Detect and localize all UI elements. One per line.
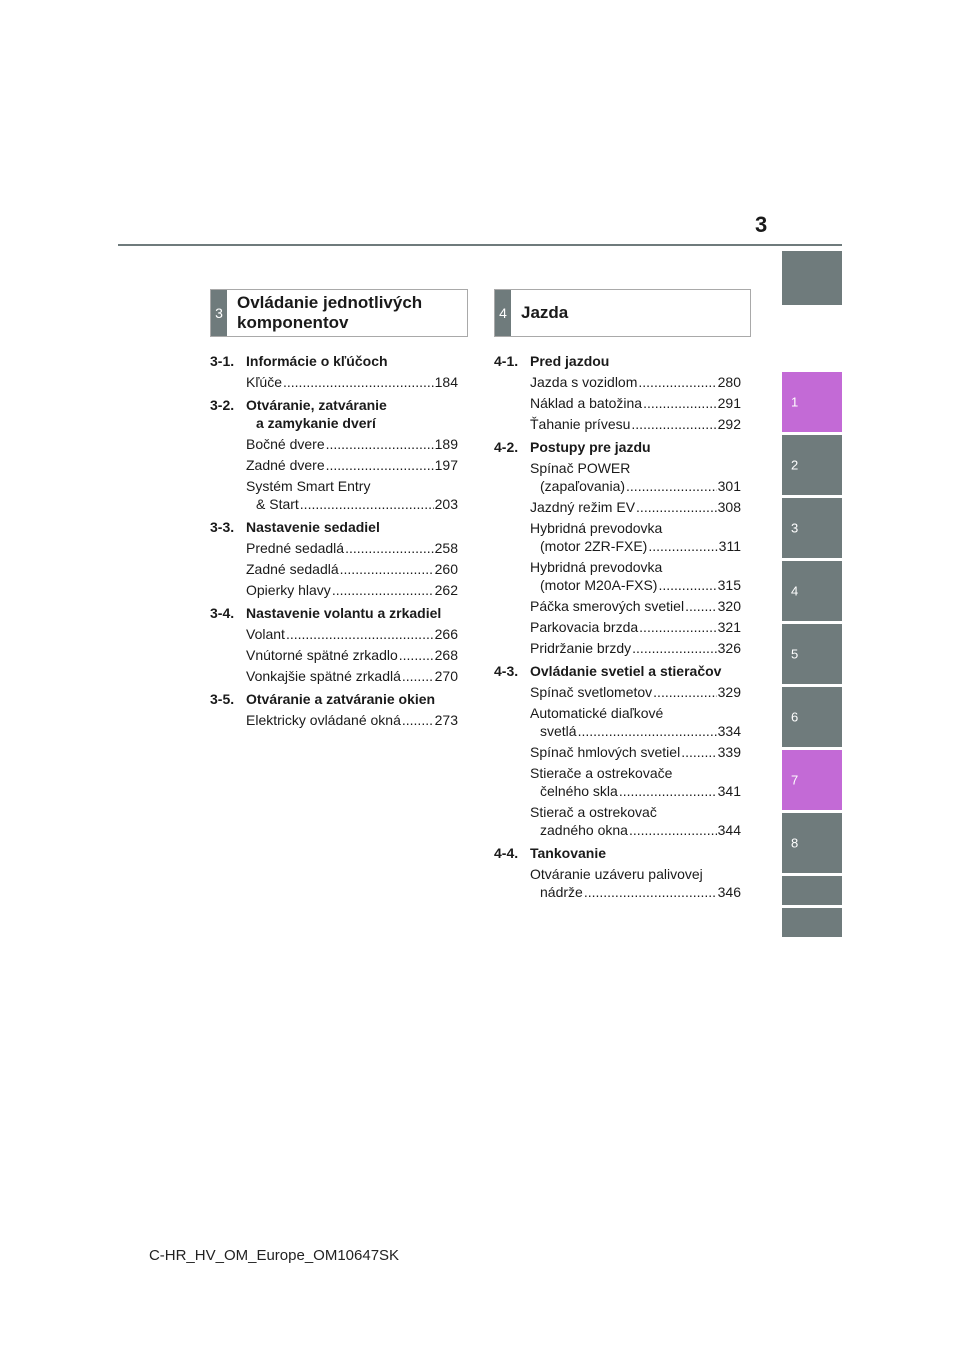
dot-leader xyxy=(643,394,717,412)
toc-page-number: 203 xyxy=(434,496,458,512)
toc-entry-line2[interactable]: (motor M20A-FXS) ..... 315 xyxy=(494,576,741,594)
toc-entry[interactable]: Vnútorné spätné zrkadlo ..... 268 xyxy=(210,646,458,664)
toc-heading-number: 3-1. xyxy=(210,353,235,369)
toc-entry[interactable]: Opierky hlavy ..... 262 xyxy=(210,581,458,599)
toc-page-number: 308 xyxy=(717,499,741,515)
toc-page-number: 260 xyxy=(434,561,458,577)
toc-entry[interactable]: Ťahanie prívesu ..... 292 xyxy=(494,415,741,433)
dot-leader xyxy=(578,722,717,740)
toc-entry-line1[interactable]: Stierače a ostrekovače xyxy=(530,765,673,781)
toc-heading[interactable] xyxy=(210,352,458,370)
toc-heading-title: Tankovanie xyxy=(530,845,606,861)
toc-page-number: 346 xyxy=(717,884,741,900)
toc-entry[interactable]: Volant ..... 266 xyxy=(210,625,458,643)
toc-page-number: 341 xyxy=(717,783,741,799)
toc-heading[interactable] xyxy=(210,690,458,708)
toc-entry-line1[interactable]: Hybridná prevodovka xyxy=(530,559,663,575)
toc-entry[interactable]: Zadné sedadlá ..... 260 xyxy=(210,560,458,578)
toc-page-number: 311 xyxy=(718,538,741,554)
toc-page-number: 320 xyxy=(717,598,741,614)
dot-leader xyxy=(648,537,717,555)
toc-entry-line2[interactable]: & Start ..... 203 xyxy=(210,495,458,513)
toc-heading-title: Ovládanie svetiel a stieračov xyxy=(530,663,722,679)
toc-entry-line2[interactable]: čelného skla ..... 341 xyxy=(494,782,741,800)
toc-entry[interactable]: Pridržanie brzdy ..... 326 xyxy=(494,639,741,657)
dot-leader xyxy=(639,618,716,636)
toc-page-number: 315 xyxy=(717,577,741,593)
toc-page-number: 266 xyxy=(434,626,458,642)
toc-entry[interactable]: Parkovacia brzda ..... 321 xyxy=(494,618,741,636)
toc-page-number: 258 xyxy=(434,540,458,556)
toc-page-number: 270 xyxy=(434,668,458,684)
toc-entry[interactable]: Náklad a batožina ..... 291 xyxy=(494,394,741,412)
dot-leader xyxy=(402,667,434,685)
dot-leader xyxy=(584,883,717,901)
toc-entry-line2[interactable]: (zapaľovania) ..... 301 xyxy=(494,477,741,495)
toc-page-number: 189 xyxy=(434,436,458,452)
dot-leader xyxy=(631,415,716,433)
dot-leader xyxy=(326,435,434,453)
side-tab-6[interactable]: 6 xyxy=(782,687,842,747)
toc-entry[interactable]: Elektricky ovládané okná ..... 273 xyxy=(210,711,458,729)
section-3-number: 3 xyxy=(211,290,227,336)
toc-section-3 xyxy=(210,352,458,729)
dot-leader xyxy=(619,782,717,800)
toc-page-number: 339 xyxy=(717,744,741,760)
toc-page-number: 273 xyxy=(434,712,458,728)
toc-entry-line1[interactable]: Stierač a ostrekovač xyxy=(530,804,657,820)
toc-heading[interactable] xyxy=(494,844,741,862)
toc-heading[interactable] xyxy=(210,518,458,536)
toc-page-number: 334 xyxy=(717,723,741,739)
dot-leader xyxy=(399,646,434,664)
toc-entry[interactable]: Vonkajšie spätné zrkadlá ..... 270 xyxy=(210,667,458,685)
toc-page-number: 262 xyxy=(434,582,458,598)
side-tab-8[interactable]: 8 xyxy=(782,813,842,873)
toc-entry-line1[interactable]: Systém Smart Entry xyxy=(246,478,371,494)
toc-page-number: 197 xyxy=(434,457,458,473)
toc-heading-number: 4-4. xyxy=(494,845,519,861)
section-3-title: Ovládanie jednotlivých komponentov xyxy=(237,293,423,332)
toc-heading-number: 3-5. xyxy=(210,691,235,707)
toc-heading-title: Otváranie, zatváranie a zamykanie dverí xyxy=(246,397,387,431)
dot-leader xyxy=(685,597,717,615)
toc-heading-number: 3-4. xyxy=(210,605,235,621)
toc-page-number: 326 xyxy=(717,640,741,656)
page-number: 3 xyxy=(755,212,768,237)
side-tab-4[interactable]: 4 xyxy=(782,561,842,621)
toc-heading[interactable] xyxy=(494,352,741,370)
toc-entry-line2[interactable]: zadného okna ..... 344 xyxy=(494,821,741,839)
toc-heading-title: Pred jazdou xyxy=(530,353,610,369)
toc-entry-line1[interactable]: Spínač POWER xyxy=(530,460,631,476)
toc-entry[interactable]: Zadné dvere ..... 197 xyxy=(210,456,458,474)
dot-leader xyxy=(681,743,716,761)
side-tab-2[interactable]: 2 xyxy=(782,435,842,495)
toc-heading-number: 4-3. xyxy=(494,663,519,679)
toc-heading-title: Nastavenie sedadiel xyxy=(246,519,380,535)
toc-entry[interactable]: Spínač svetlometov ..... 329 xyxy=(494,683,741,701)
toc-page-number: 292 xyxy=(717,416,741,432)
toc-page-number: 301 xyxy=(717,478,741,494)
dot-leader xyxy=(340,560,434,578)
toc-page-number: 268 xyxy=(434,647,458,663)
side-tab-blank-9[interactable] xyxy=(782,876,842,905)
dot-leader xyxy=(283,373,434,391)
toc-page-number: 344 xyxy=(717,822,741,838)
toc-heading-number: 4-1. xyxy=(494,353,519,369)
dot-leader xyxy=(653,683,716,701)
section-4-header xyxy=(494,289,751,337)
dot-leader xyxy=(636,498,717,516)
toc-entry[interactable]: Jazda s vozidlom ..... 280 xyxy=(494,373,741,391)
toc-entry[interactable]: Páčka smerových svetiel ..... 320 xyxy=(494,597,741,615)
toc-page-number: 291 xyxy=(717,395,741,411)
dot-leader xyxy=(402,711,434,729)
side-tab-blank-10[interactable] xyxy=(782,908,842,937)
toc-entry-line2[interactable]: svetlá ..... 334 xyxy=(494,722,741,740)
side-tab-5[interactable]: 5 xyxy=(782,624,842,684)
toc-heading[interactable] xyxy=(494,662,741,680)
toc-heading-title: Informácie o kľúčoch xyxy=(246,353,388,369)
toc-section-4 xyxy=(494,352,741,901)
toc-page-number: 329 xyxy=(717,684,741,700)
toc-heading-title: Postupy pre jazdu xyxy=(530,439,651,455)
toc-heading-number: 4-2. xyxy=(494,439,519,455)
dot-leader xyxy=(626,477,717,495)
toc-heading-number: 3-3. xyxy=(210,519,235,535)
toc-entry-line2[interactable]: (motor 2ZR-FXE) ..... 311 xyxy=(494,537,741,555)
section-4-number: 4 xyxy=(495,290,511,336)
header-rule xyxy=(118,244,842,246)
footer-doc-id: C-HR_HV_OM_Europe_OM10647SK xyxy=(148,1247,400,1264)
section-4-title: Jazda xyxy=(521,303,569,322)
toc-page-number: 280 xyxy=(717,374,741,390)
toc-heading[interactable] xyxy=(210,396,458,432)
dot-leader xyxy=(629,821,717,839)
toc-entry[interactable]: Bočné dvere ..... 189 xyxy=(210,435,458,453)
dot-leader xyxy=(632,639,716,657)
toc-entry-line2[interactable]: nádrže ..... 346 xyxy=(494,883,741,901)
dot-leader xyxy=(638,373,716,391)
toc-entry[interactable]: Jazdný režim EV ..... 308 xyxy=(494,498,741,516)
toc-heading-number: 3-2. xyxy=(210,397,235,413)
section-3-header xyxy=(210,289,468,337)
toc-entry[interactable]: Spínač hmlových svetiel ..... 339 xyxy=(494,743,741,761)
side-tab-blank-top[interactable] xyxy=(782,251,842,305)
toc-entry[interactable]: Kľúče ..... 184 xyxy=(210,373,458,391)
side-tab-7[interactable]: 7 xyxy=(782,750,842,810)
toc-heading[interactable] xyxy=(494,438,741,456)
dot-leader xyxy=(300,495,434,513)
side-tab-3[interactable]: 3 xyxy=(782,498,842,558)
toc-heading[interactable] xyxy=(210,604,458,622)
toc-entry[interactable]: Predné sedadlá ..... 258 xyxy=(210,539,458,557)
toc-entry-line1[interactable]: Hybridná prevodovka xyxy=(530,520,663,536)
dot-leader xyxy=(658,576,716,594)
toc-entry-line1[interactable]: Automatické diaľkové xyxy=(530,705,664,721)
dot-leader xyxy=(332,581,434,599)
dot-leader xyxy=(345,539,434,557)
toc-page-number: 321 xyxy=(717,619,741,635)
dot-leader xyxy=(286,625,434,643)
toc-heading-title: Nastavenie volantu a zrkadiel xyxy=(246,605,442,621)
dot-leader xyxy=(326,456,434,474)
toc-entry-line1[interactable]: Otváranie uzáveru palivovej xyxy=(530,866,703,882)
side-tab-1[interactable]: 1 xyxy=(782,372,842,432)
toc-heading-title: Otváranie a zatváranie okien xyxy=(246,691,436,707)
toc-page-number: 184 xyxy=(434,374,458,390)
